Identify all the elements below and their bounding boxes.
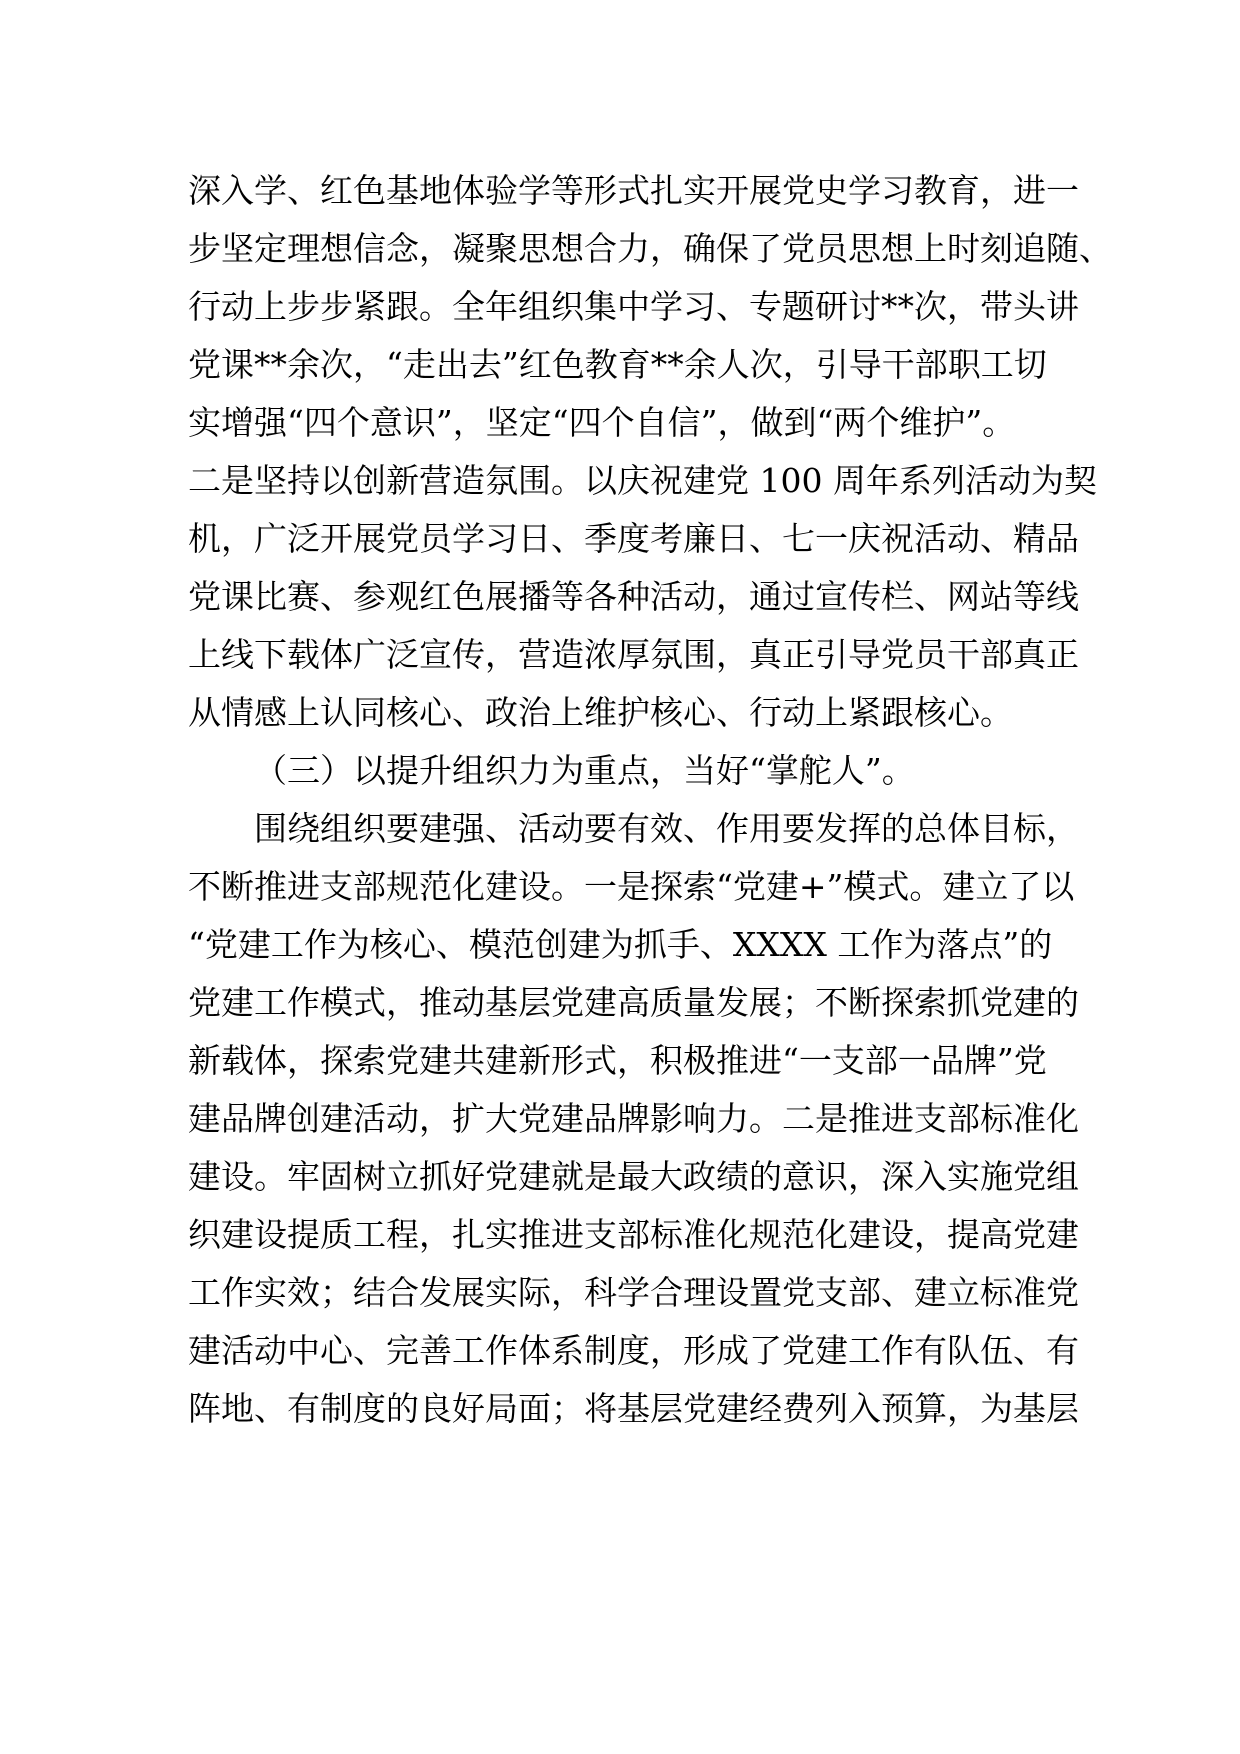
text-line: 行动上步步紧跟。全年组织集中学习、专题研讨**次，带头讲 bbox=[188, 287, 1079, 326]
text-line: 建品牌创建活动，扩大党建品牌影响力。二是推进支部标准化 bbox=[188, 1099, 1079, 1138]
text-line: 机，广泛开展党员学习日、季度考廉日、七一庆祝活动、精品 bbox=[188, 519, 1079, 558]
text-line: 实增强“四个意识”，坚定“四个自信”，做到“两个维护”。 bbox=[188, 403, 1016, 442]
text-line: 深入学、红色基地体验学等形式扎实开展党史学习教育，进一 bbox=[188, 171, 1079, 210]
text-line: 从情感上认同核心、政治上维护核心、行动上紧跟核心。 bbox=[188, 693, 1013, 732]
paragraph-first-line: 围绕组织要建强、活动要有效、作用要发挥的总体目标， bbox=[254, 809, 1079, 848]
text-line: 工作实效；结合发展实际，科学合理设置党支部、建立标准党 bbox=[188, 1273, 1079, 1312]
text-line: 党课比赛、参观红色展播等各种活动，通过宣传栏、网站等线 bbox=[188, 577, 1079, 616]
text-line: 建设。牢固树立抓好党建就是最大政绩的意识，深入实施党组 bbox=[188, 1157, 1079, 1196]
text-line: 步坚定理想信念，凝聚思想合力，确保了党员思想上时刻追随、 bbox=[188, 229, 1112, 268]
text-line: 党课**余次，“走出去”红色教育**余人次，引导干部职工切 bbox=[188, 345, 1047, 384]
section-heading: （三）以提升组织力为重点，当好“掌舵人”。 bbox=[254, 751, 915, 790]
text-line: 党建工作模式，推动基层党建高质量发展；不断探索抓党建的 bbox=[188, 983, 1079, 1022]
text-line: “党建工作为核心、模范创建为抓手、XXXX 工作为落点”的 bbox=[188, 925, 1053, 964]
text-line: 阵地、有制度的良好局面；将基层党建经费列入预算，为基层 bbox=[188, 1389, 1079, 1428]
text-line: 上线下载体广泛宣传，营造浓厚氛围，真正引导党员干部真正 bbox=[188, 635, 1079, 674]
text-line: 建活动中心、完善工作体系制度，形成了党建工作有队伍、有 bbox=[188, 1331, 1079, 1370]
text-line: 二是坚持以创新营造氛围。以庆祝建党 100 周年系列活动为契 bbox=[188, 461, 1097, 500]
text-line: 不断推进支部规范化建设。一是探索“党建+”模式。建立了以 bbox=[188, 867, 1075, 906]
text-line: 织建设提质工程，扎实推进支部标准化规范化建设，提高党建 bbox=[188, 1215, 1079, 1254]
text-line: 新载体，探索党建共建新形式，积极推进“一支部一品牌”党 bbox=[188, 1041, 1047, 1080]
